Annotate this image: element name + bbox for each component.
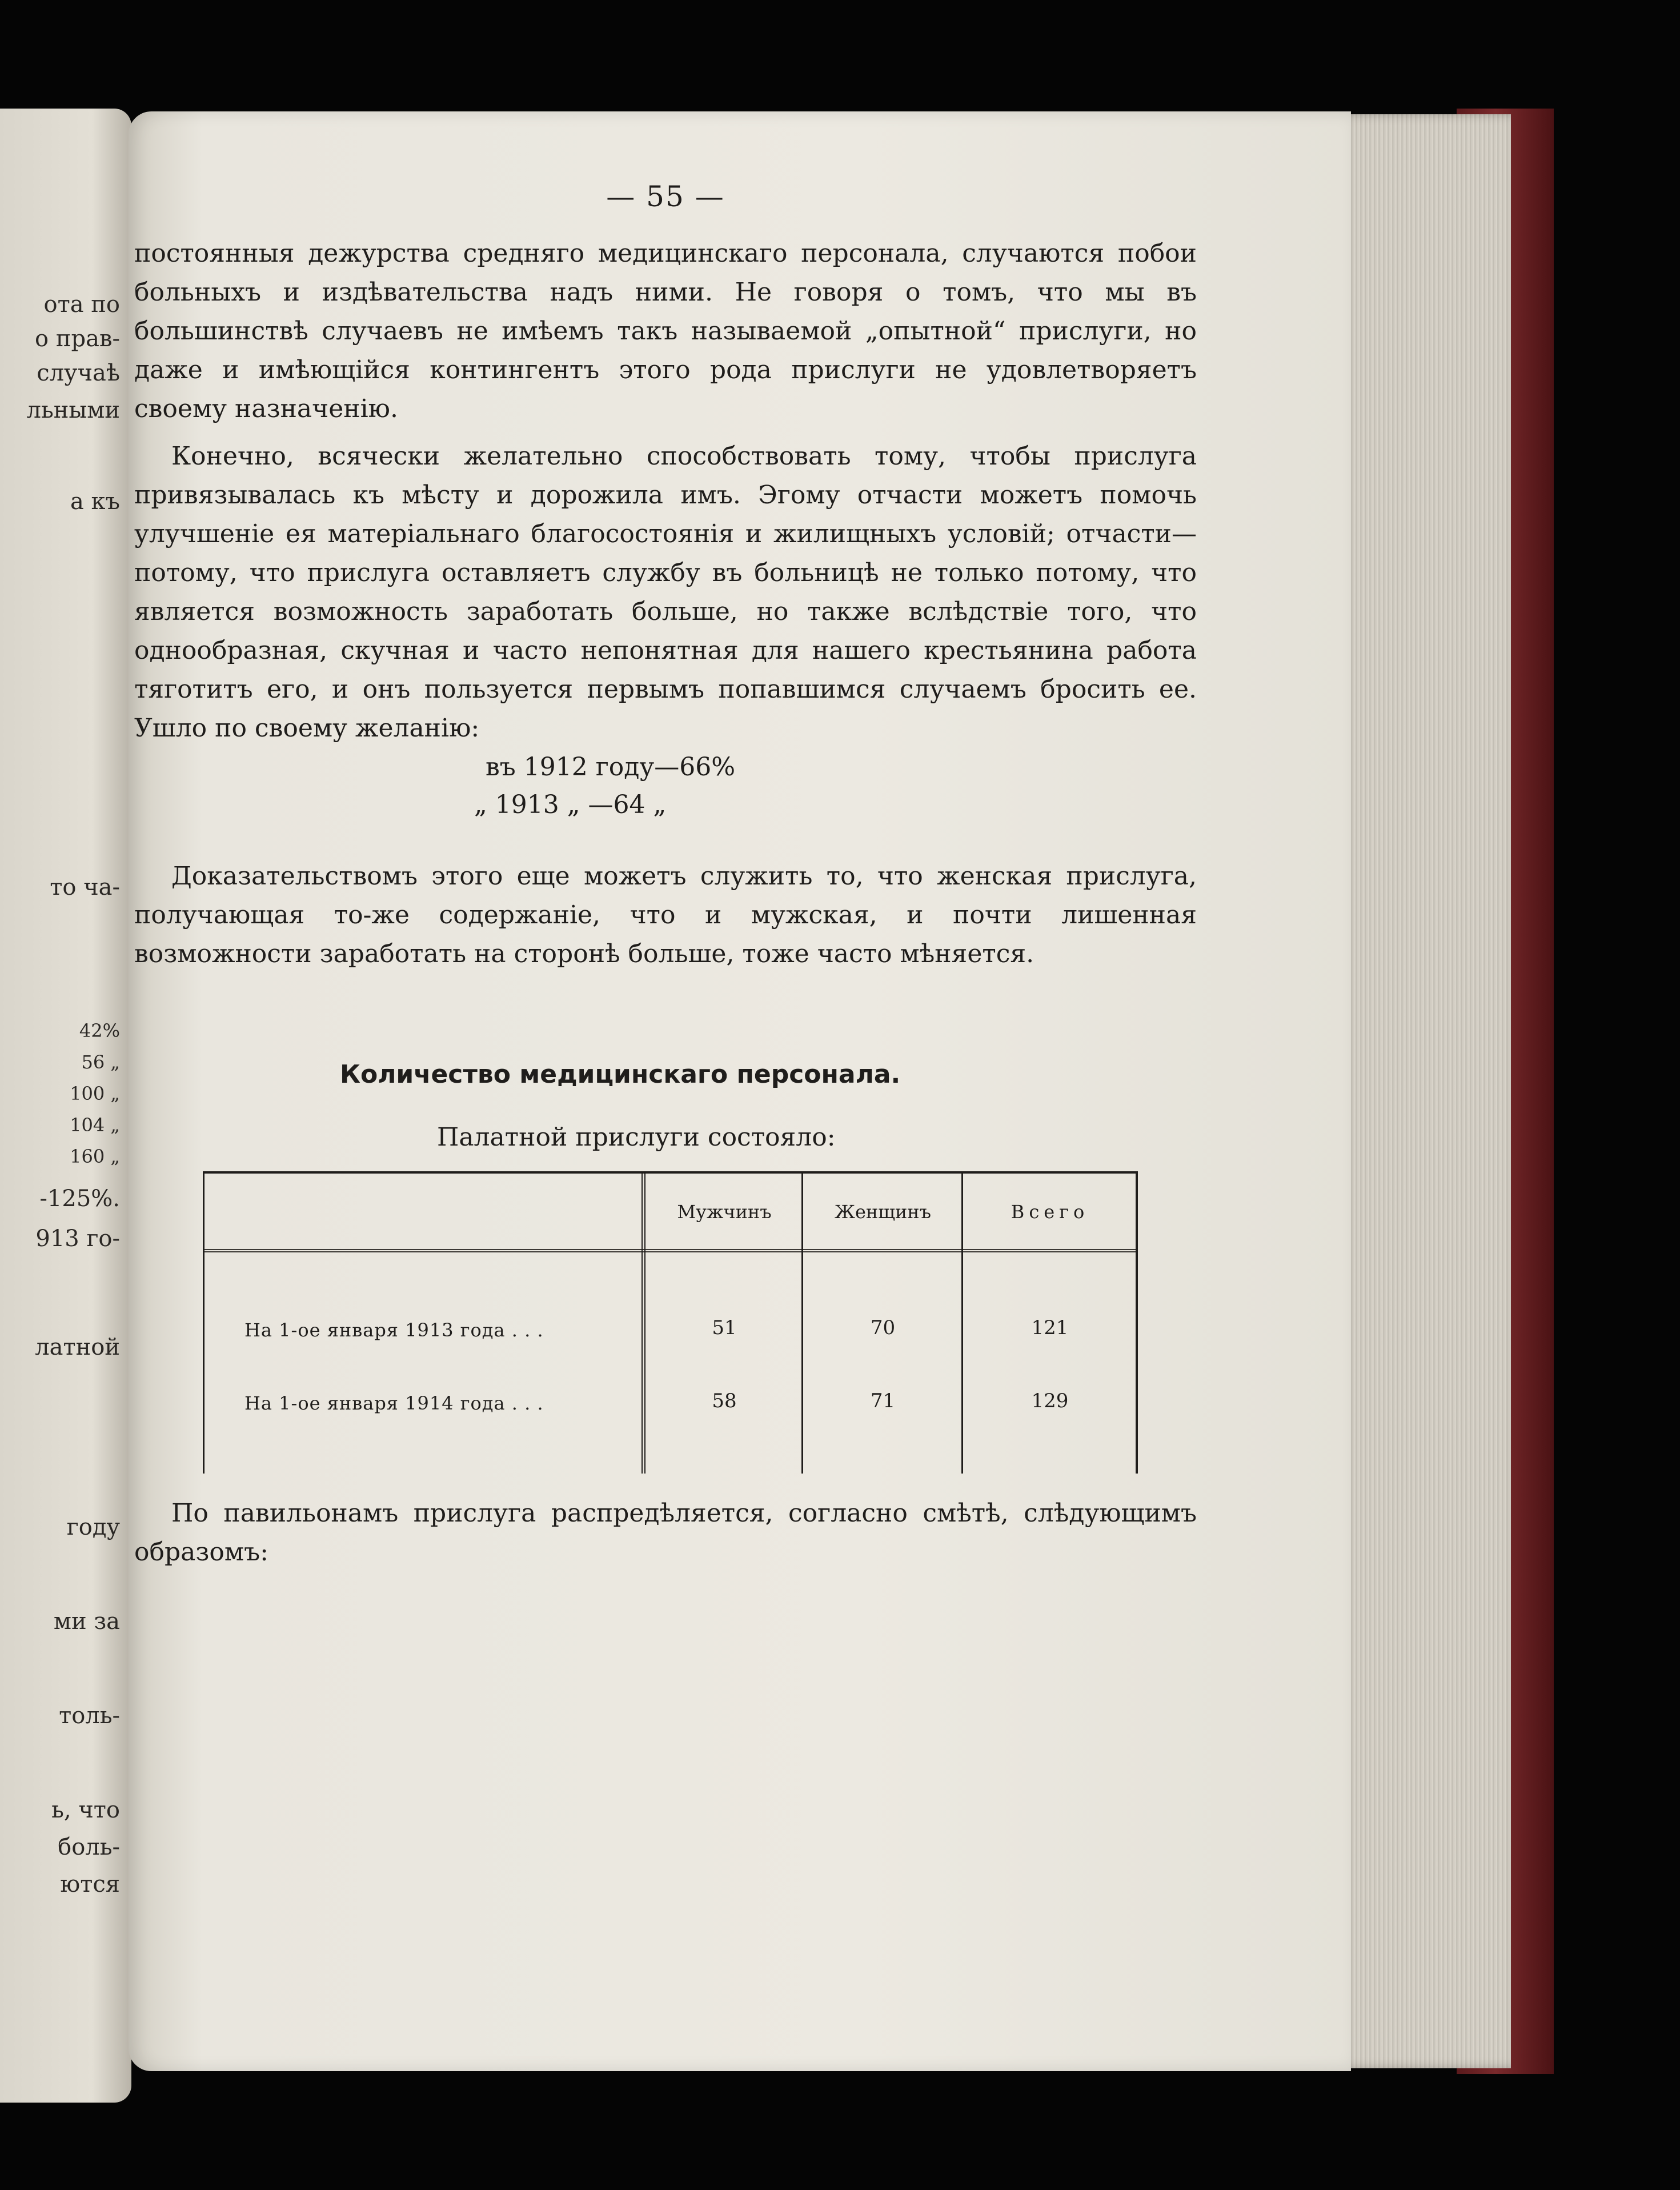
table-divider [801, 1174, 803, 1474]
left-fragment: о прав- [35, 326, 120, 352]
left-fragment: 100 „ [70, 1083, 120, 1104]
table-row-label: На 1-ое января 1913 года . . . [244, 1319, 544, 1341]
left-fragment: боль- [58, 1834, 120, 1860]
table-cell: 71 [870, 1390, 896, 1412]
table-cell: 70 [870, 1316, 896, 1339]
left-fragment: 913 го- [35, 1226, 120, 1252]
paragraph: Конечно, всячески желательно способствовать тому, чтобы прислуга привязывалась къ мѣсту и дорожила имъ. Эгому отчасти можетъ помочь улучшеніе ея матеріальнаго благосостоянія и жилищныхъ условій; отчасти—потому, что прислуга оставляетъ службу въ больницѣ не только потому, что является возможность заработать больше, но также вслѣдствіе того, что однообразная, скучная и часто непонятная для нашего крестьянина работа тяготитъ его, и онъ пользуется первымъ попавшимся случаемъ бросить ее. Ушло по своему желанію: [134, 442, 1197, 743]
table-caption: Палатной прислуги состояло: [437, 1123, 836, 1152]
paragraph: постоянныя дежурства средняго медицинскаго персонала, случаются побои больныхъ и издѣвательства надъ ними. Не говоря о томъ, что мы въ большинствѣ случаевъ не имѣемъ такъ называемой „опытной“ прислуги, но даже и имѣющійся контингентъ этого рода прислуги не удовлетворяетъ своему назначенію. [134, 239, 1197, 423]
table-header: Женщинъ [835, 1201, 931, 1223]
table-cell: 58 [712, 1390, 737, 1412]
table-cell: 51 [712, 1316, 737, 1339]
table-header: Мужчинъ [677, 1201, 772, 1223]
table-divider [641, 1174, 645, 1474]
table-row-label: На 1-ое января 1914 года . . . [244, 1392, 544, 1414]
left-fragment: ота по [43, 291, 120, 318]
page-edges [1340, 114, 1511, 2068]
left-fragment: то ча- [50, 874, 120, 900]
table-cell: 129 [1031, 1390, 1069, 1412]
left-fragment: ми за [53, 1608, 120, 1635]
paragraph: По павильонамъ прислуга распредѣляется, согласно смѣтѣ, слѣдующимъ образомъ: [134, 1499, 1197, 1567]
stat-line: въ 1912 году—66% [486, 752, 736, 782]
section-title: Количество медицинскаго персонала. [340, 1060, 901, 1089]
table-cell: 121 [1031, 1316, 1069, 1339]
left-fragment: 42% [79, 1020, 120, 1042]
left-fragment: толь- [59, 1703, 120, 1729]
left-fragment: 104 „ [70, 1114, 120, 1136]
left-fragment: ются [60, 1871, 120, 1897]
left-fragment: -125%. [39, 1186, 120, 1212]
left-fragment: ь, что [51, 1797, 120, 1823]
left-fragment: латной [35, 1334, 120, 1360]
left-fragment: 56 „ [81, 1051, 120, 1073]
table-divider [961, 1174, 963, 1474]
paragraph: Доказательствомъ этого еще можетъ служить то, что женская прислуга, получающая то-же содержаніе, что и мужская, и почти лишенная возможности заработать на сторонѣ больше, тоже часто мѣняется. [134, 862, 1197, 968]
book-page [129, 111, 1351, 2071]
left-fragment: а къ [70, 489, 120, 515]
stat-line: „ 1913 „ —64 „ [474, 790, 667, 819]
staff-table [203, 1171, 1138, 1474]
left-page-fragment [0, 109, 131, 2103]
departure-stats [134, 748, 1197, 824]
left-fragment: случаѣ [37, 360, 120, 386]
table-header: Всего [1011, 1201, 1089, 1223]
page-number: — 55 — [606, 180, 725, 213]
left-fragment: 160 „ [70, 1146, 120, 1167]
left-fragment: году [66, 1514, 120, 1540]
left-fragment: льными [26, 397, 120, 423]
